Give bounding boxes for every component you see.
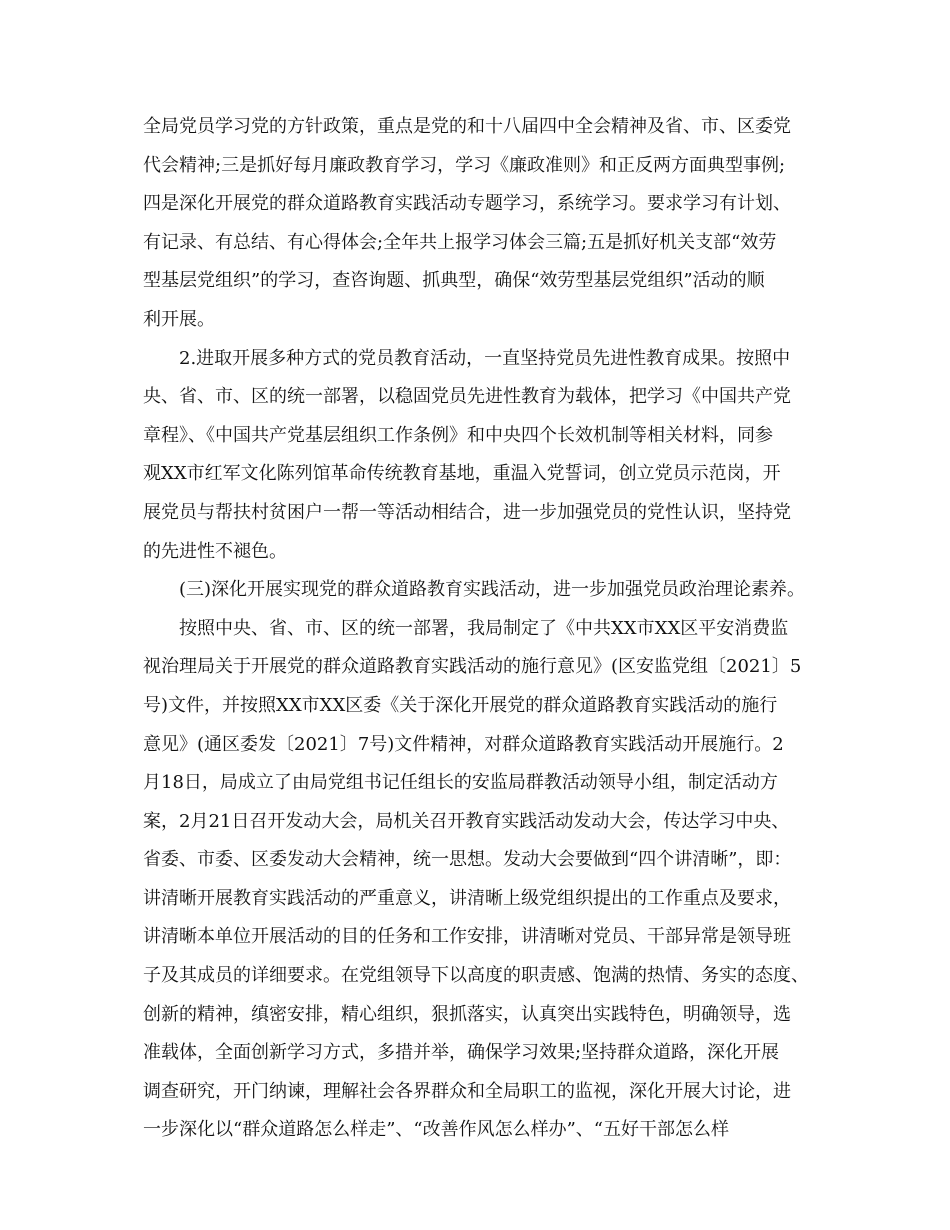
text-line: 号)文件，并按照XX市XX区委《关于深化开展党的群众道路教育实践活动的施行 (143, 694, 778, 716)
text-line: 全局党员学习党的方针政策，重点是党的和十八届四中全会精神及省、市、区委党 (143, 116, 791, 137)
text-line: 准载体，全面创新学习方式，多措并举，确保学习效果;坚持群众道路，深化开展 (143, 1042, 780, 1064)
text-line: 视治理局关于开展党的群众道路教育实践活动的施行意见》(区安监党组〔2021〕5 (143, 656, 802, 678)
text-line: 创新的精神，缜密安排，精心组织，狠抓落实，认真突出实践特色，明确领导，选 (143, 1003, 791, 1025)
text-line: 讲清晰开展教育实践活动的严重意义，讲清晰上级党组织提出的工作重点及要求， (143, 887, 791, 909)
text-line: 一步深化以“群众道路怎么样走”、“改善作风怎么样办”、“五好干部怎么样 (143, 1119, 730, 1141)
text-line: 意见》(通区委发〔2021〕7号)文件精神，对群众道路教育实践活动开展施行。2 (143, 733, 784, 755)
document-body (143, 108, 813, 1150)
text-line: 展党员与帮扶村贫困户一帮一等活动相结合，进一步加强党员的党性认识，坚持党 (143, 501, 791, 523)
text-line: 型基层党组织”的学习，查咨询题、抓典型，确保“效劳型基层党组织”活动的顺 (143, 270, 765, 292)
text-line: 利开展。 (143, 308, 215, 330)
text-line: 章程》、《中国共产党基层组织工作条例》和中央四个长效机制等相关材料，同参 (143, 424, 773, 446)
text-line: 子及其成员的详细要求。在党组领导下以高度的职责感、饱满的热情、务实的态度、 (143, 965, 809, 987)
text-line: 调查研究，开门纳谏，理解社会各界群众和全局职工的监视，深化开展大讨论，进 (143, 1080, 791, 1102)
paragraph-start-line: 2.进取开展多种方式的党员教育活动，一直坚持党员先进性教育成果。按照中 (179, 347, 791, 369)
text-line: 的先进性不褪色。 (143, 540, 287, 562)
section-heading-line: (三)深化开展实现党的群众道路教育实践活动，进一步加强党员政治理论素养。 (179, 579, 806, 601)
text-line: 观XX市红军文化陈列馆革命传统教育基地，重温入党誓词，创立党员示范岗，开 (143, 463, 781, 485)
text-line: 省委、市委、区委发动大会精神，统一思想。发动大会要做到“四个讲清晰”，即： (143, 849, 792, 871)
paragraph-start-line: 按照中央、省、市、区的统一部署，我局制定了《中共XX市XX区平安消费监 (179, 617, 789, 639)
text-line: 案，2月21日召开发动大会，局机关召开教育实践活动发动大会，传达学习中央、 (143, 810, 790, 832)
text-line: 四是深化开展党的群众道路教育实践活动专题学习，系统学习。要求学习有计划、 (143, 193, 791, 215)
text-line: 央、省、市、区的统一部署，以稳固党员先进性教育为载体，把学习《中国共产党 (143, 386, 791, 408)
text-line: 月18日，局成立了由局党组书记任组长的安监局群教活动领导小组，制定活动方 (143, 772, 778, 794)
text-line: 有记录、有总结、有心得体会;全年共上报学习体会三篇;五是抓好机关支部“效劳 (143, 231, 777, 253)
text-line: 代会精神;三是抓好每月廉政教育学习，学习《廉政准则》和正反两方面典型事例; (143, 154, 786, 176)
text-line: 讲清晰本单位开展活动的目的任务和工作安排，讲清晰对党员、干部异常是领导班 (143, 926, 791, 948)
